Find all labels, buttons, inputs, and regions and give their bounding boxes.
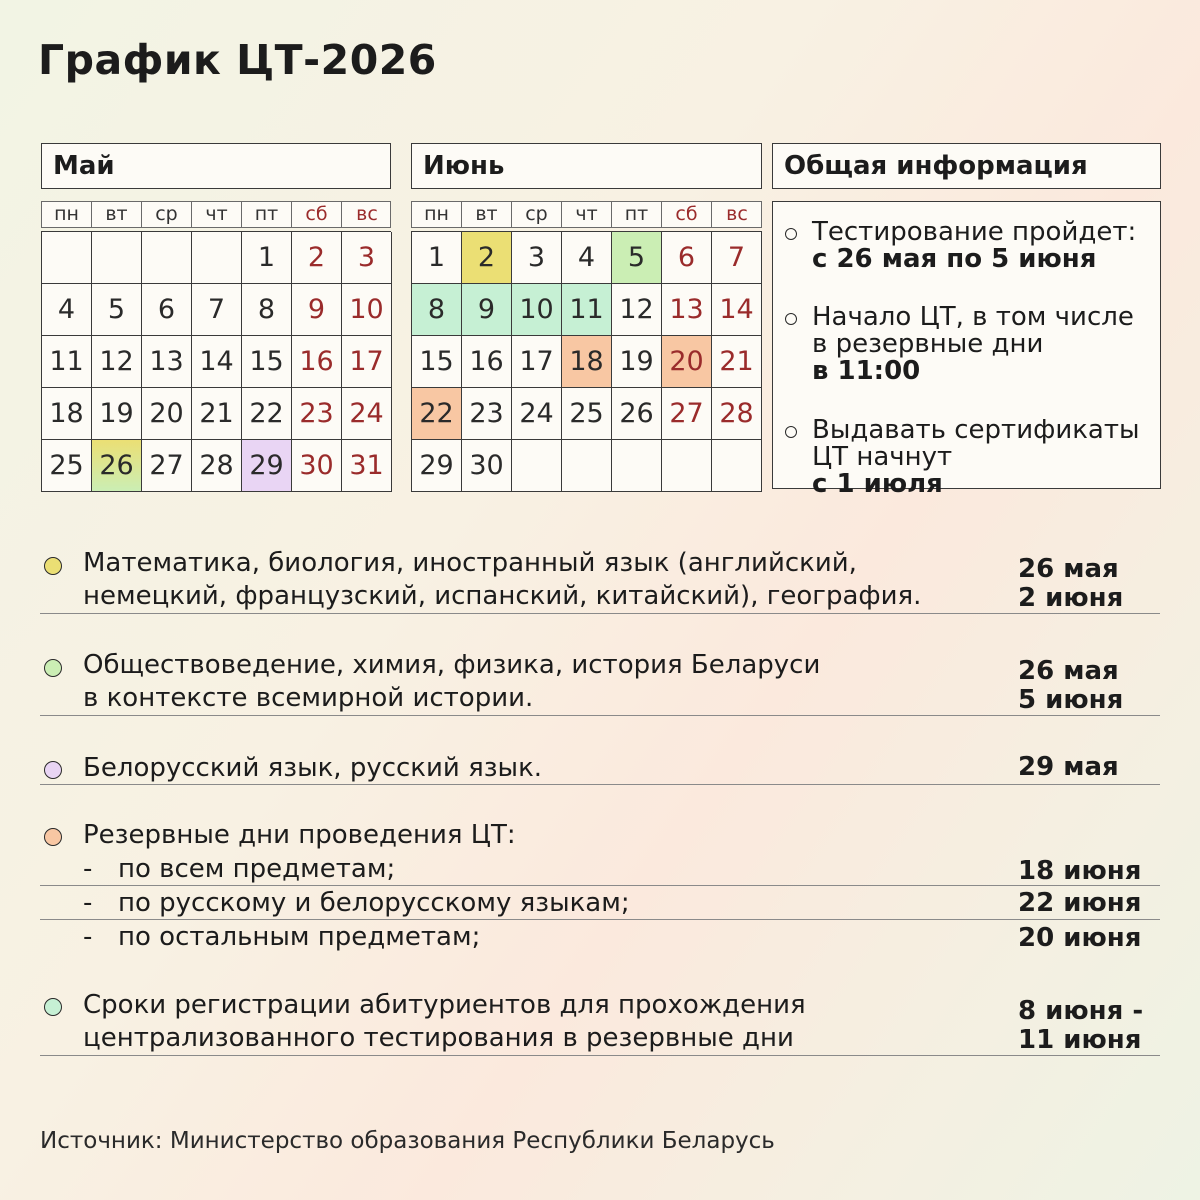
weekday-label: вс [356,203,378,225]
calendar-day: 11 [562,284,612,336]
purple-dot-icon [44,761,62,779]
calendar-empty-cell [512,440,562,492]
calendar-day: 20 [662,336,712,388]
calendar-day: 22 [242,388,292,440]
info-text: Тестирование пройдет: [812,217,1137,247]
schedule-date: 26 мая [1018,656,1119,686]
calendar-day: 27 [142,440,192,492]
calendar-day: 27 [662,388,712,440]
calendar-day: 30 [462,440,512,492]
info-item [785,219,1155,273]
calendar-day: 3 [342,232,392,284]
calendar-day: 30 [292,440,342,492]
schedule-text: Математика, биология, иностранный язык (английский, [83,548,857,578]
weekday-label: сб [292,202,342,227]
calendar-day: 23 [462,388,512,440]
calendar-day: 26 [92,440,142,492]
may-calendar [41,201,391,492]
schedule-date: 8 июня - [1018,996,1144,1026]
calendar-empty-cell [42,232,92,284]
circle-bullet-icon [785,228,797,240]
schedule-text: Резервные дни проведения ЦТ: [83,820,516,850]
calendar-day: 16 [462,336,512,388]
yellow-dot-icon [44,557,62,575]
reserve-label: по остальным предметам; [118,922,481,952]
info-bold: в 11:00 [812,356,921,386]
calendar-day: 16 [292,336,342,388]
reserve-label: по всем предметам; [118,854,396,884]
may-day-grid [41,231,391,492]
weekday-label: вс [726,203,748,225]
reserve-date: 20 июня [1018,923,1142,953]
calendar-day: 25 [562,388,612,440]
schedule-date: 2 июня [1018,583,1124,613]
weekday-label: пн [412,202,462,227]
calendar-day: 12 [92,336,142,388]
dash: - [83,854,93,884]
calendar-day: 19 [92,388,142,440]
calendar-day: 23 [292,388,342,440]
calendar-day: 10 [342,284,392,336]
calendar-day: 12 [612,284,662,336]
orange-dot-icon [44,828,62,846]
june-calendar [411,201,762,492]
green-dot-icon [44,659,62,677]
schedule-text: в контексте всемирной истории. [83,683,534,713]
reserve-label: по русскому и белорусскому языкам; [118,888,630,918]
may-weekday-row [41,201,391,228]
schedule-row-math [40,547,1160,614]
calendar-empty-cell [612,440,662,492]
calendar-day: 28 [712,388,762,440]
teal-dot-icon [44,998,62,1016]
calendar-day: 13 [662,284,712,336]
calendar-day: 6 [662,232,712,284]
schedule-row-registration [40,989,1160,1056]
calendar-empty-cell [192,232,242,284]
calendar-empty-cell [142,232,192,284]
calendar-empty-cell [92,232,142,284]
calendar-day: 11 [42,336,92,388]
weekday-label: ср [142,202,192,227]
reserve-date: 22 июня [1018,888,1142,918]
dash: - [83,888,93,918]
schedule-text: Белорусский язык, русский язык. [83,753,543,783]
calendar-day: 31 [342,440,392,492]
reserve-item [40,921,1160,953]
calendar-day: 22 [412,388,462,440]
calendar-day: 2 [462,232,512,284]
calendar-day: 2 [292,232,342,284]
calendar-day: 13 [142,336,192,388]
weekday-label: вт [462,202,512,227]
calendar-day: 24 [342,388,392,440]
calendar-day: 6 [142,284,192,336]
weekday-label: вт [92,202,142,227]
weekday-label: пт [242,202,292,227]
calendar-day: 24 [512,388,562,440]
calendar-day: 3 [512,232,562,284]
calendar-day: 9 [292,284,342,336]
dash: - [83,922,93,952]
calendar-day: 26 [612,388,662,440]
info-bold: с 26 мая по 5 июня [812,244,1097,274]
info-bold: с 1 июля [812,469,943,499]
info-box [772,201,1161,499]
calendar-day: 1 [412,232,462,284]
info-text: Начало ЦТ, в том числе в резервные дни [812,302,1134,359]
schedule-date: 11 июня [1018,1025,1142,1055]
calendar-day: 14 [192,336,242,388]
calendar-day: 17 [512,336,562,388]
weekday-label: пт [612,202,662,227]
reserve-item [40,887,1160,920]
calendar-day: 8 [242,284,292,336]
calendar-day: 21 [192,388,242,440]
calendar-day: 15 [412,336,462,388]
schedule-date: 29 мая [1018,752,1119,782]
calendar-day: 17 [342,336,392,388]
page-title: График ЦТ-2026 [38,36,437,84]
calendar-day: 8 [412,284,462,336]
schedule-text: Сроки регистрации абитуриентов для прохождения [83,990,806,1020]
calendar-day: 5 [612,232,662,284]
calendar-day: 10 [512,284,562,336]
calendar-day: 14 [712,284,762,336]
calendar-day: 18 [562,336,612,388]
june-day-grid [411,231,762,492]
calendar-day: 15 [242,336,292,388]
reserve-item [40,853,1160,886]
calendar-day: 7 [192,284,242,336]
info-item [785,417,1155,498]
calendar-day: 9 [462,284,512,336]
calendar-empty-cell [662,440,712,492]
weekday-label: пн [42,202,92,227]
weekday-label: чт [562,202,612,227]
june-header: Июнь [411,143,762,189]
schedule-date: 26 мая [1018,554,1119,584]
calendar-day: 20 [142,388,192,440]
reserve-date: 18 июня [1018,856,1142,886]
calendar-day: 4 [562,232,612,284]
info-text: Выдавать сертификаты ЦТ начнут [812,415,1140,472]
circle-bullet-icon [785,313,797,325]
calendar-day: 21 [712,336,762,388]
june-weekday-row [411,201,762,228]
calendar-day: 28 [192,440,242,492]
schedule-text: централизованного тестирования в резервные дни [83,1023,794,1053]
schedule-text: немецкий, французский, испанский, китайский), география. [83,581,922,611]
info-header: Общая информация [772,143,1161,189]
info-item [785,304,1155,385]
calendar-empty-cell [712,440,762,492]
calendar-day: 25 [42,440,92,492]
schedule-text: Обществоведение, химия, физика, история Беларуси [83,650,821,680]
calendar-day: 7 [712,232,762,284]
may-header: Май [41,143,391,189]
calendar-day: 5 [92,284,142,336]
weekday-label: чт [192,202,242,227]
calendar-day: 29 [242,440,292,492]
schedule-date: 5 июня [1018,685,1124,715]
schedule-row-social [40,649,1160,716]
calendar-empty-cell [562,440,612,492]
calendar-day: 19 [612,336,662,388]
schedule-row-lang [40,752,1160,785]
weekday-label: ср [512,202,562,227]
calendar-day: 18 [42,388,92,440]
calendar-day: 29 [412,440,462,492]
source-note: Источник: Министерство образования Республики Беларусь [40,1128,775,1154]
calendar-day: 1 [242,232,292,284]
circle-bullet-icon [785,426,797,438]
calendar-day: 4 [42,284,92,336]
weekday-label: сб [662,202,712,227]
